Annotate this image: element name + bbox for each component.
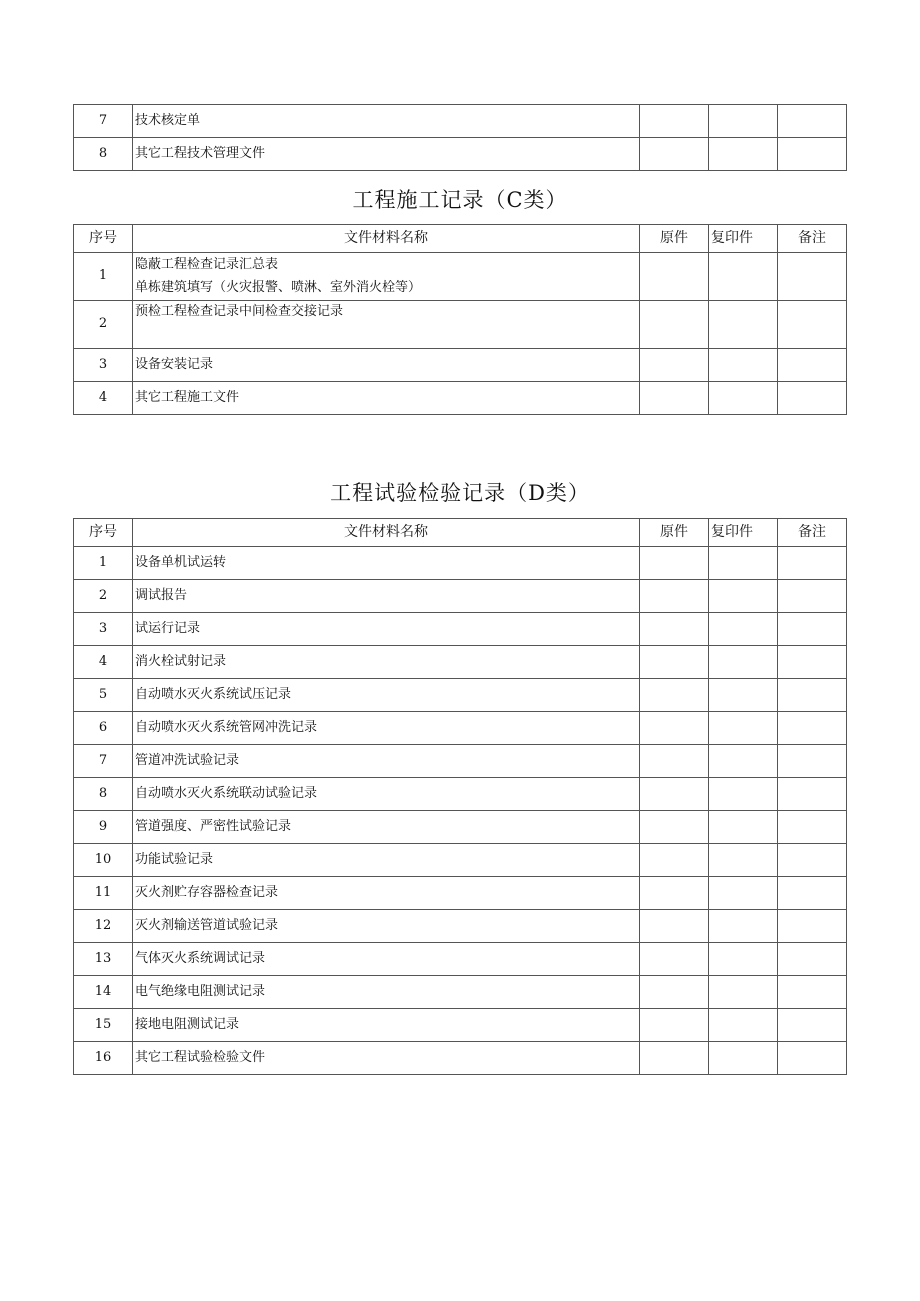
original-cell	[640, 105, 709, 138]
document-name: 自动喷水灭火系统试压记录	[133, 679, 640, 712]
table-header-row	[74, 519, 847, 547]
table-section-c	[73, 224, 847, 415]
table-b-continuation	[73, 104, 847, 171]
copy-cell	[709, 910, 778, 943]
original-cell	[640, 976, 709, 1009]
row-number: 10	[74, 844, 133, 877]
copy-cell	[709, 613, 778, 646]
section-d-title: 工程试验检验记录（D类）	[330, 481, 590, 505]
table-row	[74, 1009, 847, 1042]
row-number: 8	[74, 778, 133, 811]
original-cell	[640, 1009, 709, 1042]
row-number: 9	[74, 811, 133, 844]
row-number: 1	[74, 253, 133, 301]
header-no: 序号	[74, 519, 133, 547]
row-number: 12	[74, 910, 133, 943]
copy-cell	[709, 1042, 778, 1075]
table-row	[74, 580, 847, 613]
remark-cell	[778, 811, 847, 844]
remark-cell	[778, 910, 847, 943]
document-name: 自动喷水灭火系统联动试验记录	[133, 778, 640, 811]
original-cell	[640, 253, 709, 301]
table-row	[74, 778, 847, 811]
document-name: 灭火剂输送管道试验记录	[133, 910, 640, 943]
table-row	[74, 105, 847, 138]
document-name: 试运行记录	[133, 613, 640, 646]
remark-cell	[778, 679, 847, 712]
copy-cell	[709, 745, 778, 778]
original-cell	[640, 580, 709, 613]
remark-cell	[778, 1042, 847, 1075]
document-name: 调试报告	[133, 580, 640, 613]
table-section-d	[73, 518, 847, 1075]
copy-cell	[709, 877, 778, 910]
original-cell	[640, 382, 709, 415]
original-cell	[640, 877, 709, 910]
remark-cell	[778, 745, 847, 778]
header-remark: 备注	[778, 225, 847, 253]
copy-cell	[709, 646, 778, 679]
row-number: 3	[74, 349, 133, 382]
original-cell	[640, 547, 709, 580]
remark-cell	[778, 778, 847, 811]
document-name: 预检工程检查记录中间检查交接记录	[133, 301, 640, 349]
original-cell	[640, 811, 709, 844]
document-name: 接地电阻测试记录	[133, 1009, 640, 1042]
table-row	[74, 976, 847, 1009]
header-copy: 复印件	[709, 225, 778, 253]
remark-cell	[778, 877, 847, 910]
header-copy: 复印件	[709, 519, 778, 547]
header-remark: 备注	[778, 519, 847, 547]
original-cell	[640, 712, 709, 745]
row-number: 15	[74, 1009, 133, 1042]
document-name: 其它工程试验检验文件	[133, 1042, 640, 1075]
original-cell	[640, 613, 709, 646]
original-cell	[640, 1042, 709, 1075]
copy-cell	[709, 943, 778, 976]
table-row	[74, 301, 847, 349]
table-row	[74, 745, 847, 778]
document-name: 设备安装记录	[133, 349, 640, 382]
copy-cell	[709, 138, 778, 171]
remark-cell	[778, 580, 847, 613]
row-number: 8	[74, 138, 133, 171]
table-header-row	[74, 225, 847, 253]
original-cell	[640, 349, 709, 382]
table-row	[74, 910, 847, 943]
remark-cell	[778, 301, 847, 349]
row-number: 6	[74, 712, 133, 745]
table-row	[74, 138, 847, 171]
copy-cell	[709, 382, 778, 415]
copy-cell	[709, 301, 778, 349]
copy-cell	[709, 580, 778, 613]
table-row	[74, 679, 847, 712]
row-number: 16	[74, 1042, 133, 1075]
remark-cell	[778, 382, 847, 415]
table-row	[74, 943, 847, 976]
document-name-line1: 隐蔽工程检查记录汇总表	[135, 256, 279, 272]
table-row	[74, 253, 847, 301]
row-number: 2	[74, 301, 133, 349]
copy-cell	[709, 1009, 778, 1042]
header-name: 文件材料名称	[133, 225, 640, 253]
copy-cell	[709, 811, 778, 844]
original-cell	[640, 778, 709, 811]
header-no: 序号	[74, 225, 133, 253]
original-cell	[640, 844, 709, 877]
original-cell	[640, 745, 709, 778]
original-cell	[640, 910, 709, 943]
table-row	[74, 712, 847, 745]
header-name: 文件材料名称	[133, 519, 640, 547]
remark-cell	[778, 547, 847, 580]
header-original: 原件	[640, 519, 709, 547]
document-name: 功能试验记录	[133, 844, 640, 877]
document-name: 灭火剂贮存容器检查记录	[133, 877, 640, 910]
remark-cell	[778, 976, 847, 1009]
remark-cell	[778, 1009, 847, 1042]
original-cell	[640, 943, 709, 976]
copy-cell	[709, 778, 778, 811]
document-name: 其它工程技术管理文件	[133, 138, 640, 171]
row-number: 7	[74, 105, 133, 138]
row-number: 4	[74, 382, 133, 415]
table-row	[74, 547, 847, 580]
row-number: 5	[74, 679, 133, 712]
table-row	[74, 646, 847, 679]
document-name	[133, 253, 640, 301]
document-name: 自动喷水灭火系统管网冲洗记录	[133, 712, 640, 745]
header-original: 原件	[640, 225, 709, 253]
document-name: 其它工程施工文件	[133, 382, 640, 415]
section-c-title: 工程施工记录（C类）	[352, 188, 568, 212]
row-number: 1	[74, 547, 133, 580]
copy-cell	[709, 712, 778, 745]
remark-cell	[778, 646, 847, 679]
remark-cell	[778, 613, 847, 646]
row-number: 7	[74, 745, 133, 778]
document-name: 电气绝缘电阻测试记录	[133, 976, 640, 1009]
remark-cell	[778, 253, 847, 301]
original-cell	[640, 646, 709, 679]
row-number: 4	[74, 646, 133, 679]
remark-cell	[778, 105, 847, 138]
row-number: 2	[74, 580, 133, 613]
document-name: 管道强度、严密性试验记录	[133, 811, 640, 844]
copy-cell	[709, 844, 778, 877]
table-row	[74, 613, 847, 646]
copy-cell	[709, 679, 778, 712]
remark-cell	[778, 349, 847, 382]
table-row	[74, 811, 847, 844]
remark-cell	[778, 712, 847, 745]
row-number: 3	[74, 613, 133, 646]
document-name: 管道冲洗试验记录	[133, 745, 640, 778]
document-name-line2: 单栋建筑填写（火灾报警、喷淋、室外消火栓等）	[135, 279, 422, 295]
copy-cell	[709, 349, 778, 382]
table-row	[74, 844, 847, 877]
table-row	[74, 877, 847, 910]
document-name: 技术核定单	[133, 105, 640, 138]
document-name: 气体灭火系统调试记录	[133, 943, 640, 976]
row-number: 11	[74, 877, 133, 910]
original-cell	[640, 679, 709, 712]
remark-cell	[778, 943, 847, 976]
table-row	[74, 349, 847, 382]
copy-cell	[709, 547, 778, 580]
remark-cell	[778, 844, 847, 877]
remark-cell	[778, 138, 847, 171]
row-number: 13	[74, 943, 133, 976]
table-row	[74, 382, 847, 415]
original-cell	[640, 301, 709, 349]
copy-cell	[709, 105, 778, 138]
document-name: 消火栓试射记录	[133, 646, 640, 679]
row-number: 14	[74, 976, 133, 1009]
original-cell	[640, 138, 709, 171]
copy-cell	[709, 253, 778, 301]
document-name: 设备单机试运转	[133, 547, 640, 580]
table-row	[74, 1042, 847, 1075]
copy-cell	[709, 976, 778, 1009]
